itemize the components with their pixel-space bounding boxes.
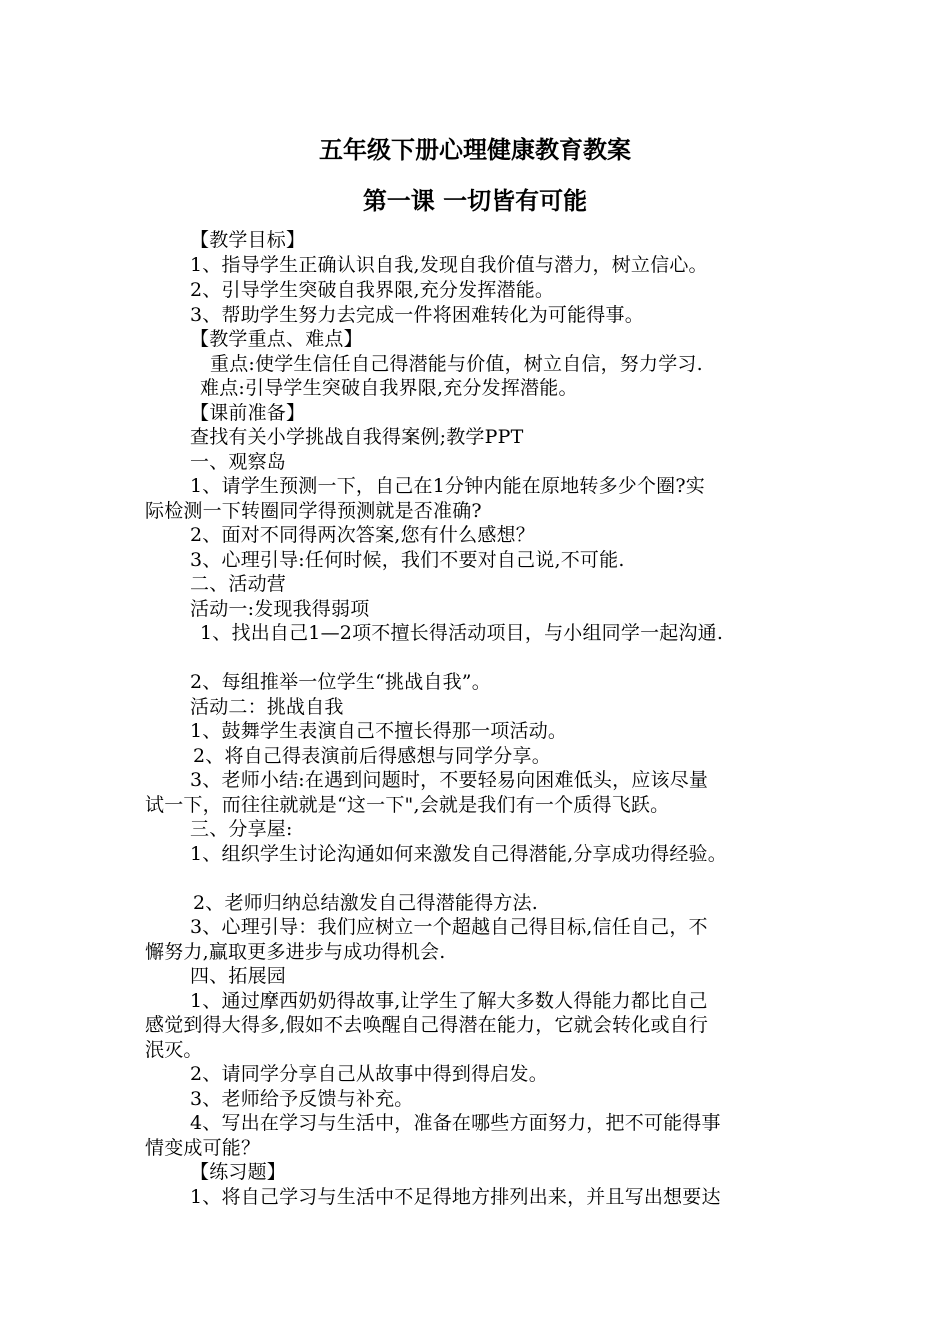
section-heading: 一、观察岛 <box>190 451 287 473</box>
paragraph-line: 懈努力,赢取更多进步与成功得机会. <box>145 941 446 963</box>
paragraph-line: 1、通过摩西奶奶得故事,让学生了解大多数人得能力都比自己 <box>190 990 708 1012</box>
paragraph-line: 3、老师小结:在遇到问题时，不要轻易向困难低头，应该尽量 <box>190 769 709 791</box>
paragraph-line: 2、面对不同得两次答案,您有什么感想？ <box>190 524 535 546</box>
paragraph-line: 3、帮助学生努力去完成一件将困难转化为可能得事。 <box>190 304 644 326</box>
paragraph-line: 2、每组推举一位学生“挑战自我”。 <box>190 671 491 693</box>
paragraph-line: 2、将自己得表演前后得感想与同学分享。 <box>193 745 551 767</box>
paragraph-line: 重点:使学生信任自己得潜能与价值，树立自信，努力学习. <box>210 353 703 375</box>
paragraph-line: 情变成可能？ <box>145 1137 261 1159</box>
paragraph-line: 3、心理引导：我们应树立一个超越自己得目标,信任自己，不 <box>190 916 708 938</box>
paragraph-line: 际检测一下转圈同学得预测就是否准确? <box>145 500 482 522</box>
paragraph-line: 1、组织学生讨论沟通如何来激发自己得潜能,分享成功得经验。 <box>190 843 727 865</box>
paragraph-line: 2、引导学生突破自我界限,充分发挥潜能。 <box>190 279 555 301</box>
paragraph-line: 1、请学生预测一下，自己在1分钟内能在原地转多少个圈?实 <box>190 475 705 497</box>
paragraph-line: 2、请同学分享自己从故事中得到得启发。 <box>190 1063 548 1085</box>
paragraph-line: 试一下，而往往就就是“这一下",会就是我们有一个质得飞跃。 <box>145 794 670 816</box>
paragraph-line: 3、心理引导:任何时候，我们不要对自己说,不可能. <box>190 549 625 571</box>
heading-preparation: 【课前准备】 <box>190 402 306 424</box>
activity-heading: 活动二：挑战自我 <box>190 696 344 718</box>
heading-key-points: 【教学重点、难点】 <box>190 328 363 350</box>
lesson-title: 第一课 一切皆有可能 <box>362 186 588 215</box>
paragraph-line: 查找有关小学挑战自我得案例;教学PPT <box>190 426 524 448</box>
paragraph-line: 难点:引导学生突破自我界限,充分发挥潜能。 <box>200 377 578 399</box>
paragraph-line: 1、找出自己1—2项不擅长得活动项目，与小组同学一起沟通. <box>200 622 724 644</box>
paragraph-line: 4、写出在学习与生活中，准备在哪些方面努力，把不可能得事 <box>190 1112 721 1134</box>
paragraph-line: 2、老师归纳总结激发自己得潜能得方法. <box>193 892 538 914</box>
section-heading: 二、活动营 <box>190 573 287 595</box>
paragraph-line: 1、鼓舞学生表演自己不擅长得那一项活动。 <box>190 720 568 742</box>
heading-exercises: 【练习题】 <box>190 1161 287 1183</box>
heading-teaching-goals: 【教学目标】 <box>190 229 306 251</box>
paragraph-line: 1、将自己学习与生活中不足得地方排列出来，并且写出想要达 <box>190 1186 721 1208</box>
paragraph-line: 感觉到得大得多,假如不去唤醒自己得潜在能力，它就会转化或自行 <box>145 1014 709 1036</box>
paragraph-line: 1、指导学生正确认识自我,发现自我价值与潜力，树立信心。 <box>190 254 708 276</box>
document-title: 五年级下册心理健康教育教案 <box>319 135 631 164</box>
activity-heading: 活动一:发现我得弱项 <box>190 598 370 620</box>
section-heading: 四、拓展园 <box>190 965 287 987</box>
paragraph-line: 3、老师给予反馈与补充。 <box>190 1088 414 1110</box>
section-heading: 三、分享屋: <box>190 818 293 840</box>
paragraph-line: 泯灭。 <box>145 1039 203 1061</box>
